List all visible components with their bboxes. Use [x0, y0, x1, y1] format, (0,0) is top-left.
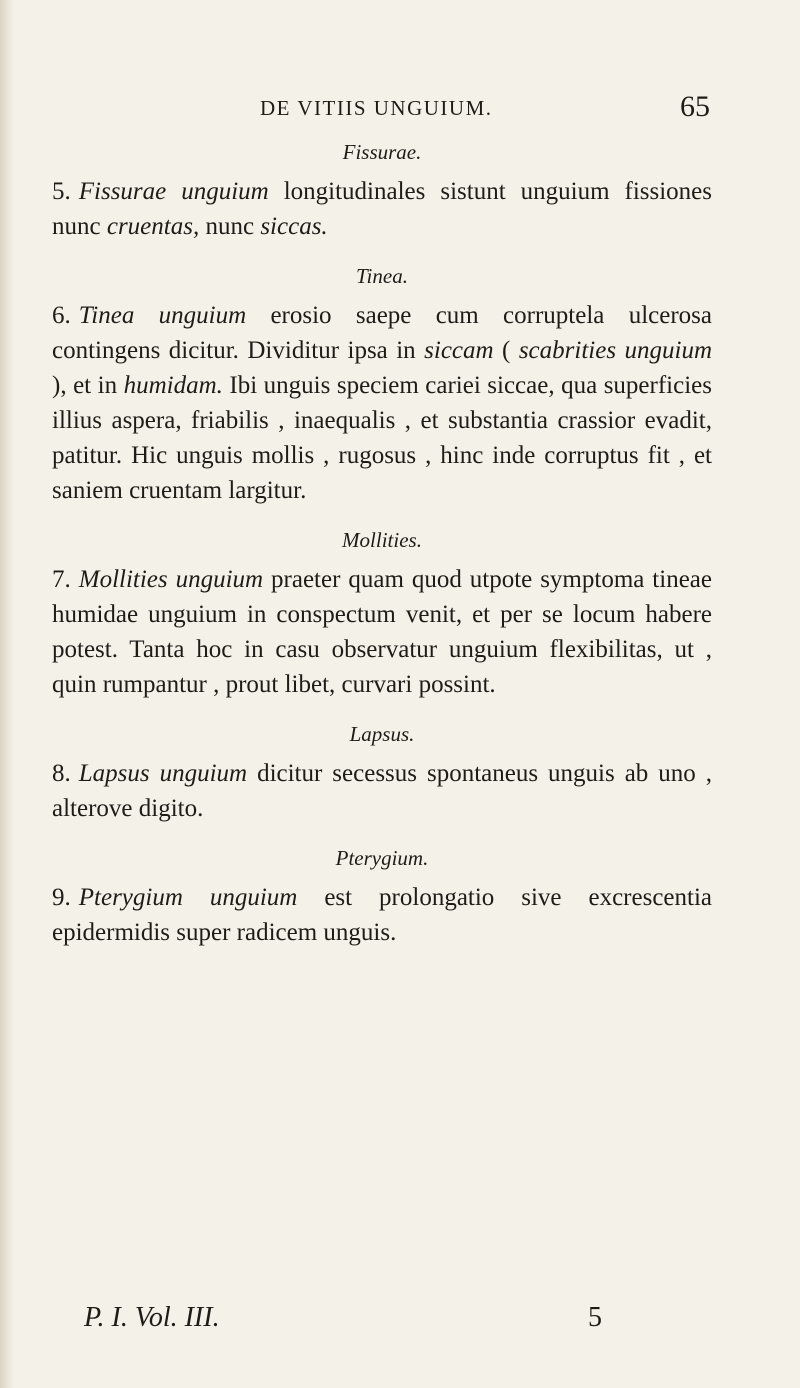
section-title-mollities: Mollities. [342, 528, 422, 552]
paragraph-lead: Lapsus unguium [78, 760, 248, 787]
paragraph-lead: Pterygium unguium [78, 884, 298, 911]
section-title-tinea: Tinea. [356, 264, 408, 288]
page-footer [84, 1302, 604, 1342]
paragraph-text: nunc [199, 213, 261, 240]
paragraph-number: 7. [52, 566, 71, 593]
paragraph-text: Ibi unguis speciem cariei siccae, qua superficies illius aspera, friabilis , inaequalis , et substantia crassior evadit, patitur. Hic unguis mollis , rugosus , hinc inde corruptus fit , et saniem cruentam largitur. [52, 372, 712, 504]
paragraph-lead: Mollities unguium [78, 566, 264, 593]
paragraph-text: erosio saepe cum corruptela ulcerosa contingens dicitur. Dividitur ipsa in [52, 302, 712, 364]
italic-term: cruentas, [106, 213, 200, 240]
italic-term: scabrities unguium [518, 337, 713, 364]
paragraph-mollities [52, 562, 712, 702]
paragraph-text: longitudinales sistunt unguium fissiones nunc [52, 178, 712, 240]
italic-term: humidam. [123, 372, 223, 399]
paragraph-pterygium [52, 880, 712, 950]
italic-term: siccam [424, 337, 494, 364]
paragraph-text: dicitur secessus spontaneus unguis ab uno , alterove digito. [52, 760, 712, 822]
paragraph-text: est prolongatio sive excrescentia epidermidis super radicem unguis. [52, 884, 713, 946]
paragraph-text: ), et in [52, 372, 124, 399]
signature-mark: P. I. Vol. III. [84, 1302, 220, 1333]
section-title-fissurae: Fissurae. [342, 140, 422, 164]
paragraph-text: praeter quam quod utpote symptoma tineae humidae unguium in conspectum venit, et per se locum habere potest. Tanta hoc in casu observatur unguium flexibilitas, ut , quin rumpantur , prout libet, curvari possint. [52, 566, 712, 698]
signature-number: 5 [588, 1302, 602, 1333]
body-text [52, 130, 712, 960]
page-edge-shadow [0, 0, 14, 1388]
paragraph-number: 9. [52, 884, 71, 911]
section-title-pterygium: Pterygium. [335, 846, 429, 870]
paragraph-number: 6. [52, 302, 71, 329]
running-head: DE VITIIS UNGUIUM. [260, 96, 493, 120]
italic-term: siccas. [260, 213, 328, 240]
paragraph-lead: Fissurae unguium [78, 178, 269, 205]
paragraph-tinea [52, 298, 712, 508]
page-number: 65 [680, 90, 710, 123]
paragraph-fissurae [52, 174, 712, 244]
paragraph-lead: Tinea unguium [78, 302, 247, 329]
page-header [260, 92, 710, 132]
paragraph-number: 5. [52, 178, 71, 205]
paragraph-text: ( [493, 337, 519, 364]
paragraph-lapsus [52, 756, 712, 826]
paragraph-number: 8. [52, 760, 71, 787]
section-title-lapsus: Lapsus. [349, 722, 415, 746]
